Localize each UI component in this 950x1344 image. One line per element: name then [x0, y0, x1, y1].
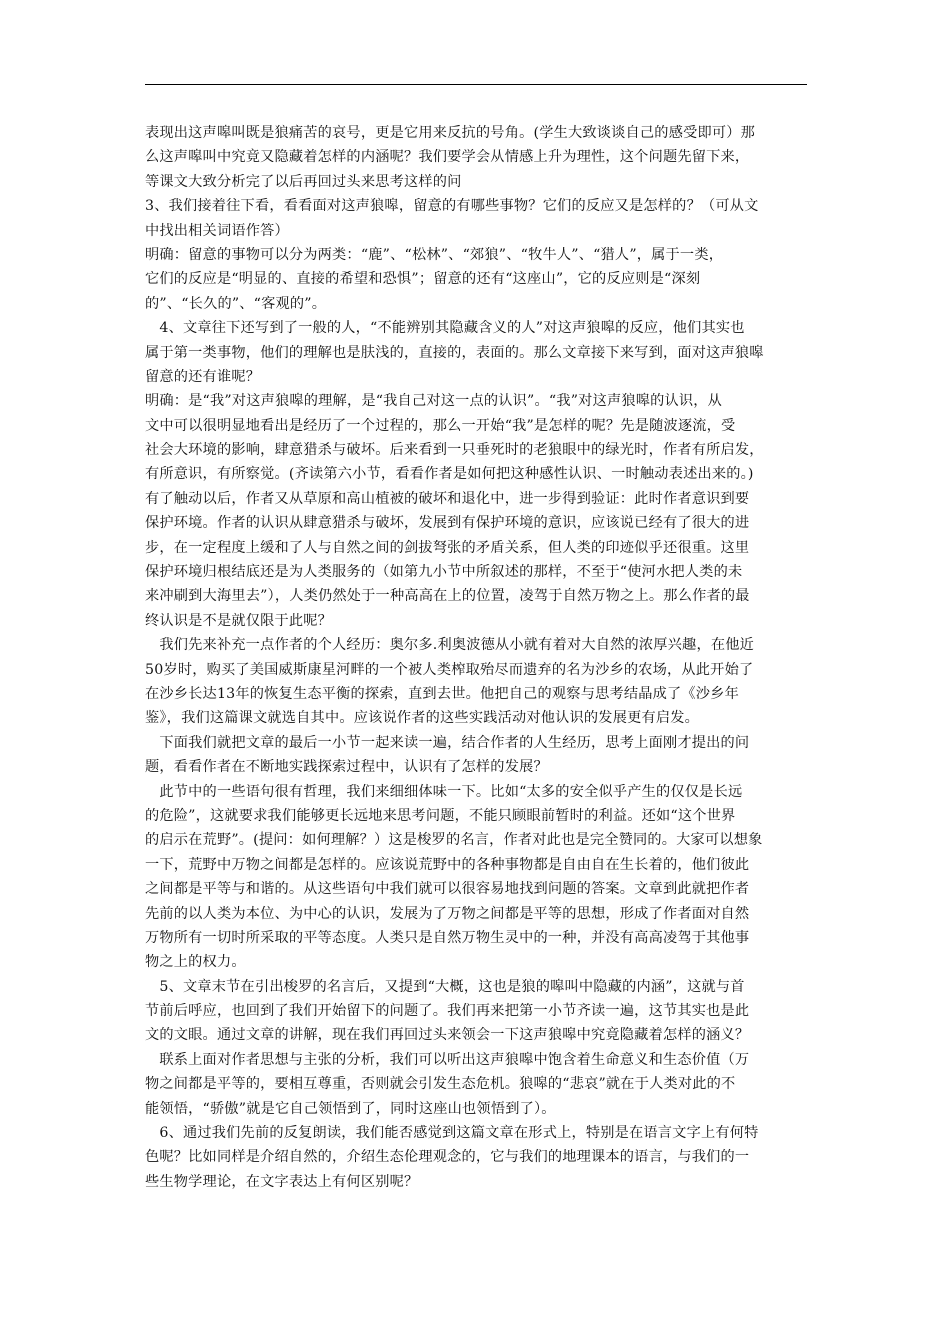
text-line: 社会大环境的影响，肆意猎杀与破坏。后来看到一只垂死时的老狼眼中的绿光时，作者有所启发， — [145, 442, 764, 459]
text-line: 属于第一类事物，他们的理解也是肤浅的，直接的，表面的。那么文章接下来写到，面对这声狼嗥 — [145, 344, 764, 361]
text-line: 明确：留意的事物可以分为两类：“鹿”、“松林”、“郊狼”、“牧牛人”、“猎人”，属于一类， — [145, 246, 724, 263]
text-line: 在沙乡长达13年的恢复生态平衡的探索，直到去世。他把自己的观察与思考结晶成了《沙乡年 — [145, 685, 739, 702]
text-line: 之间都是平等与和谐的。从这些语句中我们就可以很容易地找到问题的答案。文章到此就把作者 — [145, 881, 750, 898]
text-line: 节前后呼应，也回到了我们开始留下的问题了。我们再来把第一小节齐读一遍，这节其实也是此 — [145, 1003, 750, 1020]
text-line: 表现出这声嗥叫既是狼痛苦的哀号，更是它用来反抗的号角。(学生大致谈谈自己的感受即可）那 — [145, 125, 756, 141]
text-line: 3、我们接着往下看，看看面对这声狼嗥，留意的有哪些事物？它们的反应又是怎样的？（可从文 — [145, 198, 759, 215]
text-line: 5、文章末节在引出梭罗的名言后，又提到“大概，这也是狼的嗥叫中隐藏的内涵”，这就与首 — [145, 978, 745, 995]
document-body — [145, 121, 809, 1194]
text-line: 些生物学理论，在文字表达上有何区别呢？ — [145, 1173, 419, 1190]
text-line: 题，看看作者在不断地实践探索过程中，认识有了怎样的发展？ — [145, 759, 548, 776]
text-line: 步，在一定程度上缓和了人与自然之间的剑拔弩张的矛盾关系，但人类的印迹似乎还很重。这里 — [145, 539, 750, 556]
text-line: 万物所有一切时所采取的平等态度。人类只是自然万物生灵中的一种，并没有高高凌驾于其他事 — [145, 929, 750, 946]
text-line: 4、文章往下还写到了一般的人，“不能辨别其隐藏含义的人”对这声狼嗥的反应，他们其实也 — [145, 320, 745, 337]
text-line: 明确：是“我”对这声狼嗥的理解，是“我自己对这一点的认识”。“我”对这声狼嗥的认识，从 — [145, 393, 723, 410]
text-line: 有所意识，有所察觉。(齐读第六小节，看看作者是如何把这种感性认识、一时触动表述出来的。) — [145, 466, 754, 483]
text-line: 终认识是不是就仅限于此呢？ — [145, 612, 333, 629]
text-line: 么这声嗥叫中究竟又隐藏着怎样的内涵呢？我们要学会从情感上升为理性，这个问题先留下来， — [145, 149, 750, 166]
text-line: 色呢？比如同样是介绍自然的，介绍生态伦理观念的，它与我们的地理课本的语言，与我们的一 — [145, 1149, 750, 1166]
text-line: 50岁时，购买了美国威斯康星河畔的一个被人类榨取殆尽而遗弃的名为沙乡的农场，从此开始了 — [145, 661, 754, 678]
text-line: 此节中的一些语句很有哲理，我们来细细体味一下。比如“太多的安全似乎产生的仅仅是长远 — [145, 783, 743, 800]
text-line: 我们先来补充一点作者的个人经历：奥尔多.利奥波德从小就有着对大自然的浓厚兴趣，在他近 — [145, 637, 754, 654]
text-line: 中找出相关词语作答） — [145, 222, 289, 239]
text-line: 等课文大致分析完了以后再回过头来思考这样的问 — [145, 173, 462, 190]
text-line: 下面我们就把文章的最后一小节一起来读一遍，结合作者的人生经历，思考上面刚才提出的问 — [145, 734, 750, 751]
text-line: 联系上面对作者思想与主张的分析，我们可以听出这声狼嗥中饱含着生命意义和生态价值（万 — [145, 1051, 750, 1068]
header-divider — [145, 84, 807, 85]
text-line: 一下，荒野中万物之间都是怎样的。应该说荒野中的各种事物都是自由自在生长着的，他们彼此 — [145, 856, 750, 873]
text-line: 有了触动以后，作者又从草原和高山植被的破坏和退化中，进一步得到验证：此时作者意识到要 — [145, 490, 750, 507]
text-line: 物之上的权力。 — [145, 954, 246, 971]
text-line: 文的文眼。通过文章的讲解，现在我们再回过头来领会一下这声狼嗥中究竟隐藏着怎样的涵义？ — [145, 1027, 750, 1044]
text-line: 留意的还有谁呢？ — [145, 368, 261, 385]
text-line: 保护环境。作者的认识从肆意猎杀与破坏，发展到有保护环境的意识，应该说已经有了很大的进 — [145, 515, 750, 532]
text-line: 的危险”，这就要求我们能够更长远地来思考问题，不能只顾眼前暂时的利益。还如“这个世界 — [145, 807, 736, 824]
text-line: 文中可以很明显地看出是经历了一个过程的，那么一开始“我”是怎样的呢？先是随波逐流，受 — [145, 417, 736, 434]
text-line: 能领悟，“骄傲”就是它自己领悟到了，同时这座山也领悟到了）。 — [145, 1100, 556, 1117]
text-line: 的”、“长久的”、“客观的”。 — [145, 295, 327, 312]
text-line: 6、通过我们先前的反复朗读，我们能否感觉到这篇文章在形式上，特别是在语言文字上有何特 — [145, 1125, 759, 1142]
text-line: 先前的以人类为本位、为中心的认识，发展为了万物之间都是平等的思想，形成了作者面对自然 — [145, 905, 750, 922]
text-line: 的启示在荒野”。(提问：如何理解？）这是梭罗的名言，作者对此也是完全赞同的。大家可以想象 — [145, 832, 763, 849]
text-line: 来冲刷到大海里去”），人类仍然处于一种高高在上的位置，凌驾于自然万物之上。那么作者的最 — [145, 588, 750, 605]
text-line: 保护环境归根结底还是为人类服务的（如第九小节中所叙述的那样，不至于“使河水把人类的未 — [145, 564, 743, 581]
text-line: 它们的反应是“明显的、直接的希望和恐惧”；留意的还有“这座山”，它的反应则是“深刻 — [145, 271, 701, 288]
text-line: 物之间都是平等的，要相互尊重，否则就会引发生态危机。狼嗥的“悲哀”就在于人类对此的不 — [145, 1076, 736, 1093]
text-line: 鉴》，我们这篇课文就选自其中。应该说作者的这些实践活动对他认识的发展更有启发。 — [145, 710, 700, 727]
